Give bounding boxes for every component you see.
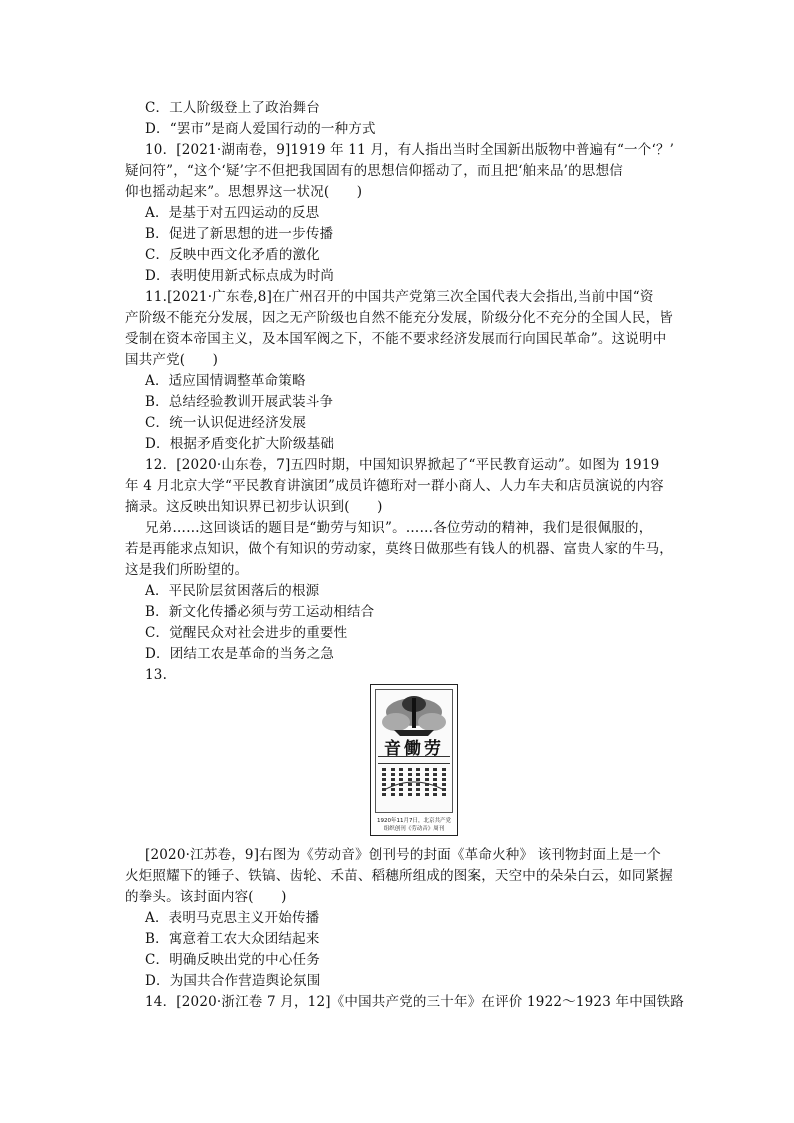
q11-option-d: D．根据矛盾变化扩大阶级基础 [145, 436, 335, 452]
q11-option-c: C．统一认识促进经济发展 [145, 415, 307, 431]
q13-option-b: B．寓意着工农大众团结起来 [145, 931, 320, 947]
q10-stem-line-2: 疑问符”，“这个‘疑’字不但把我国固有的思想信仰摇动了，而且把‘舶来品’的思想信 [125, 163, 623, 179]
q11-stem-line-1: 11.[2021·广东卷,8]在广州召开的中国共产党第三次全国代表大会指出,当前中国“资 [145, 289, 654, 305]
q12-option-b: B．新文化传播必须与劳工运动相结合 [145, 604, 375, 620]
q12-option-c: C．觉醒民众对社会进步的重要性 [145, 625, 348, 641]
q10-option-b: B．促进了新思想的进一步传播 [145, 226, 334, 242]
q10-option-d: D．表明使用新式标点成为时尚 [145, 268, 335, 284]
q11-stem-line-4: 国共产党( ) [125, 352, 219, 368]
q10-stem-line-3: 仰也摇动起来”。思想界这一状况( ) [125, 184, 363, 200]
cover-text-columns [382, 768, 446, 798]
q13-option-a: A．表明马克思主义开始传播 [145, 910, 320, 926]
q12-option-d: D．团结工农是革命的当务之急 [145, 646, 335, 662]
q14-stem-line-1: 14．[2020·浙江卷 7 月，12]《中国共产党的三十年》在评价 1922～1923 年中国铁路 [145, 994, 685, 1010]
q12-quote-line-1: 兄弟……这回谈话的题目是“勤劳与知识”。……各位劳动的精神，我们是很佩服的， [145, 520, 653, 536]
q13-stem-line-3: 的拳头。该封面内容( ) [125, 889, 287, 905]
q12-stem-line-3: 摘录。这反映出知识界已初步认识到( ) [125, 499, 383, 515]
cover-artwork [375, 689, 453, 813]
cover-title: 音働劳 [384, 739, 444, 759]
q11-option-a: A．适应国情调整革命策略 [145, 373, 306, 389]
q12-stem-line-2: 年 4 月北京大学“平民教育讲演团”成员许德珩对一群小商人、人力车夫和店员演说的内容 [125, 478, 664, 494]
q11-stem-line-2: 产阶级不能充分发展，因之无产阶级也自然不能充分发展，阶级分化不充分的全国人民，皆 [125, 310, 673, 326]
q10-option-a: A．是基于对五四运动的反思 [145, 205, 320, 221]
cover-caption-line-1: 1920年11月7日，北京共产党 [377, 818, 451, 824]
q10-stem-line-1: 10．[2021·湖南卷，9]1919 年 11 月，有人指出当时全国新出版物中普遍有“一个‘？’ [145, 142, 675, 158]
laodongyin-cover-image [370, 684, 458, 836]
q12-option-a: A．平民阶层贫困落后的根源 [145, 583, 320, 599]
q10-option-c: C．反映中西文化矛盾的激化 [145, 247, 320, 263]
q13-number: 13. [145, 667, 168, 683]
cover-caption [373, 817, 455, 833]
q13-option-c: C．明确反映出党的中心任务 [145, 952, 320, 968]
q11-option-b: B．总结经验教训开展武装斗争 [145, 394, 334, 410]
q12-quote-line-3: 这是我们所盼望的。 [125, 562, 249, 578]
cover-date-band [378, 756, 450, 764]
q11-stem-line-3: 受制在资本帝国主义，及本国军阀之下，不能不要求经济发展而行向国民革命”。这说明中 [125, 331, 667, 347]
q13-option-d: D．为国共合作营造舆论氛围 [145, 973, 321, 989]
q9-option-d: D．“罢市”是商人爱国行动的一种方式 [145, 121, 376, 137]
q12-stem-line-1: 12．[2020·山东卷，7]五四时期，中国知识界掀起了“平民教育运动”。如图为 1919 [145, 457, 660, 473]
q12-quote-line-2: 若是再能求点知识，做个有知识的劳动家，莫终日做那些有钱人的机器、富贵人家的牛马， [125, 541, 673, 557]
q9-option-c: C．工人阶级登上了政治舞台 [145, 100, 320, 116]
q13-stem-line-1: [2020·江苏卷，9]右图为《劳动音》创刊号的封面《革命火种》 该刊物封面上是一个 [145, 847, 661, 863]
cover-caption-line-2: 组织创刊《劳动音》周刊 [383, 826, 445, 832]
q13-stem-line-2: 火炬照耀下的锤子、铁镐、齿轮、禾苗、稻穗所组成的图案，天空中的朵朵白云，如同紧握 [125, 868, 673, 884]
